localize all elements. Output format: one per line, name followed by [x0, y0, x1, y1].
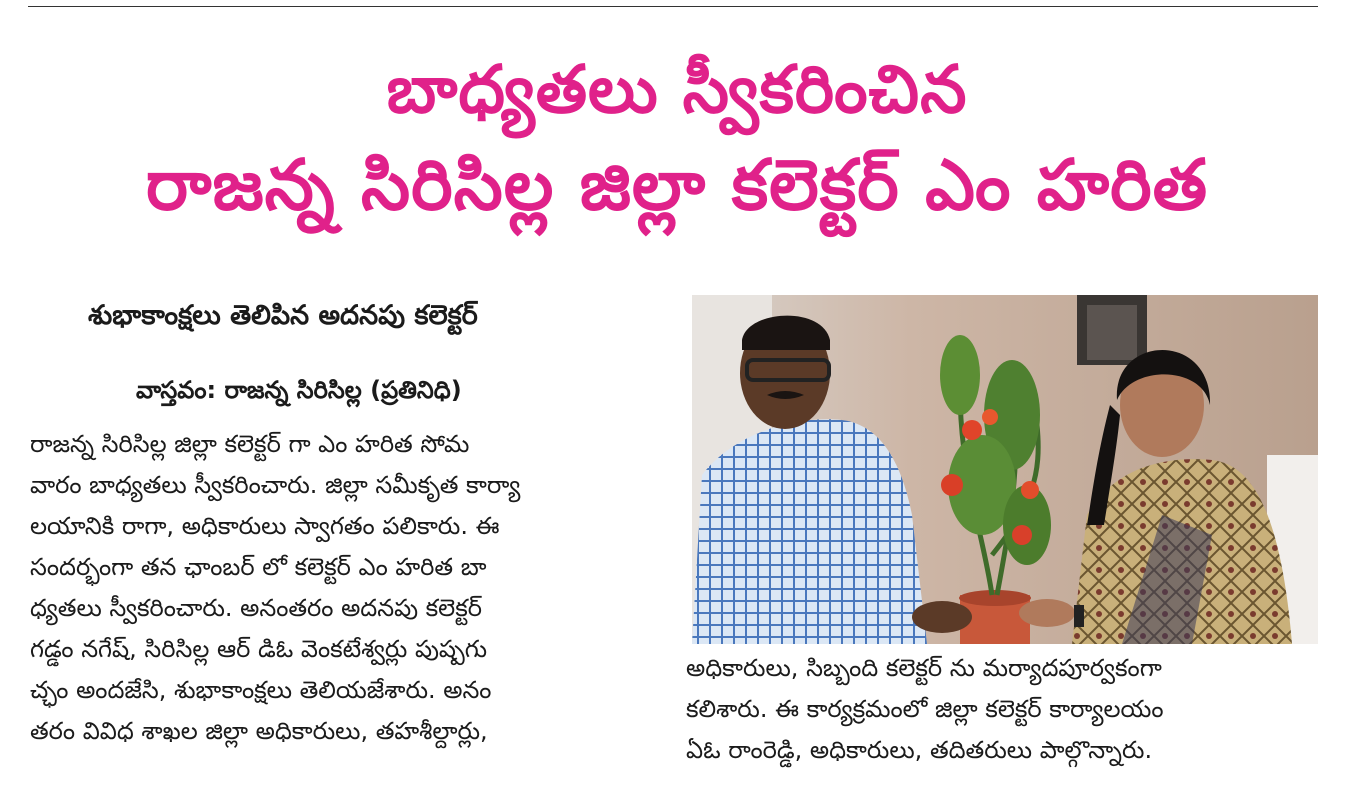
body-line: లయానికి రాగా, అధికారులు స్వాగతం పలికారు. ఈ	[30, 512, 500, 540]
subheadline: శుభాకాంక్షలు తెలిపిన అదనపు కలెక్టర్	[88, 300, 478, 331]
news-photo	[692, 295, 1318, 644]
photo-caption	[686, 648, 1326, 771]
caption-line: కలిశారు. ఈ కార్యక్రమంలో జిల్లా కలెక్టర్ కార్యాలయం	[686, 695, 1164, 723]
body-line: గడ్డం నగేష్, సిరిసిల్ల ఆర్ డిఓ వెంకటేశ్వర్లు పుష్పగు	[30, 635, 488, 663]
caption-line: ఏఓ రాంరెడ్డి, అధికారులు, తదితరులు పాల్గొన్నారు.	[686, 736, 1153, 764]
photo-illustration	[692, 295, 1318, 644]
body-line: వారం బాధ్యతలు స్వీకరించారు. జిల్లా సమీకృత కార్యా	[30, 471, 521, 499]
body-line: తరం వివిధ శాఖల జిల్లా అధికారులు, తహశీల్దార్లు,	[30, 717, 488, 745]
headline-line-1: బాధ్యతలు స్వీకరించిన	[386, 51, 968, 128]
dateline: వాస్తవం: రాజన్న సిరిసిల్ల (ప్రతినిధి)	[136, 376, 462, 404]
body-line: రాజన్న సిరిసిల్ల జిల్లా కలెక్టర్ గా ఎం హరిత సోమ	[30, 430, 470, 458]
headline-line-2: రాజన్న సిరిసిల్ల జిల్లా కలెక్టర్ ఎం హరిత	[145, 144, 1209, 226]
caption-line: అధికారులు, సిబ్బంది కలెక్టర్ ను మర్యాదపూర్వకంగా	[686, 654, 1162, 682]
body-line: ధ్యతలు స్వీకరించారు. అనంతరం అదనపు కలెక్టర్	[30, 594, 482, 622]
article-body	[30, 424, 650, 752]
top-rule	[28, 6, 1318, 7]
body-line: సందర్భంగా తన ఛాంబర్ లో కలెక్టర్ ఎం హరిత బా	[30, 553, 487, 581]
body-line: చ్ఛం అందజేసి, శుభాకాంక్షలు తెలియజేశారు. అనం	[30, 676, 492, 704]
